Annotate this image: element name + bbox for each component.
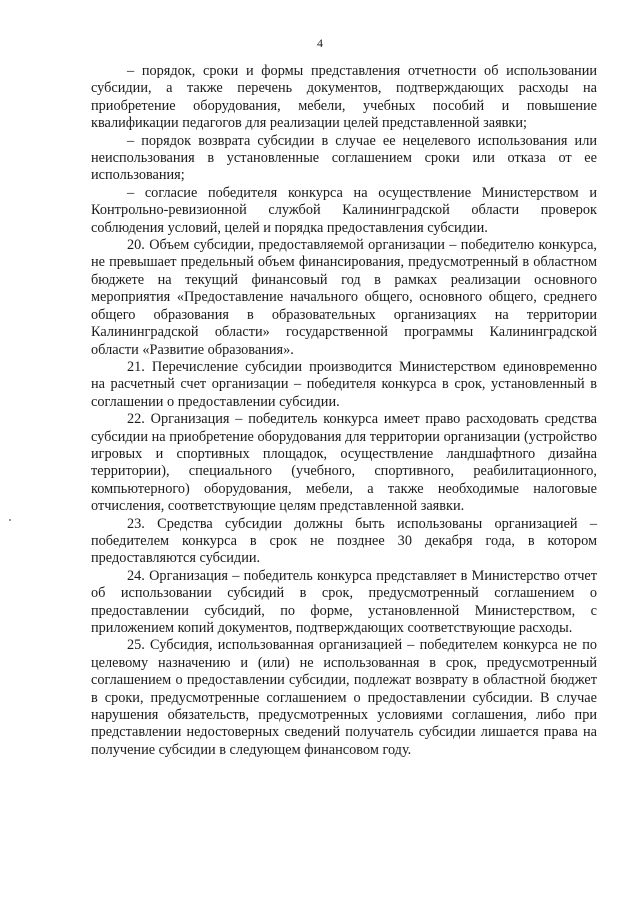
margin-dot bbox=[9, 519, 11, 521]
paragraph-reporting-procedure: – порядок, сроки и формы представления отчетности об использовании субсидии, а также перечень документов, подтверждающих расходы на приобретение оборудования, мебели, учебных пособий и повышение квалификации педагогов для реализации целей представленной заявки; bbox=[91, 63, 597, 132]
paragraph-clause-20: 20. Объем субсидии, предоставляемой организации – победителю конкурса, не превышает предельный объем финансирования, предусмотренный в областном бюджете на текущий финансовый год в рамках реализации основного мероприятия «Предоставление начального общего, основного общего, среднего общего образования в образовательных организациях на территории Калининградской области» государственной программы Калининградской области «Развитие образования». bbox=[91, 237, 597, 358]
paragraph-inspection-consent: – согласие победителя конкурса на осуществление Министерством и Контрольно-ревизионной службой Калининградской области проверок соблюдения условий, целей и порядка предоставления субсидии. bbox=[91, 184, 597, 236]
paragraph-clause-23: 23. Средства субсидии должны быть использованы организацией – победителем конкурса в срок не позднее 30 декабря года, в котором предоставляются субсидии. bbox=[91, 515, 597, 567]
paragraph-clause-24: 24. Организация – победитель конкурса представляет в Министерство отчет об использовании субсидий в срок, предусмотренный соглашением о предоставлении субсидий, по форме, установленной Министерством, с приложением копий документов, подтверждающих соответствующие расходы. bbox=[91, 567, 597, 636]
page-number: 4 bbox=[317, 36, 323, 50]
document-body bbox=[91, 63, 597, 759]
paragraph-clause-22: 22. Организация – победитель конкурса имеет право расходовать средства субсидии на приобретение оборудования для территории организации (устройство игровых и спортивных площадок, осуществление ландшафтного дизайна территории), специального (учебного, спортивного, реабилитационного, компьютерного) оборудования, мебели, а также необходимые налоговые отчисления, соответствующие целям представленной заявки. bbox=[91, 411, 597, 515]
paragraph-refund-procedure: – порядок возврата субсидии в случае ее нецелевого использования или неиспользования в установленные соглашением сроки или отказа от ее использования; bbox=[91, 132, 597, 184]
paragraph-clause-25: 25. Субсидия, использованная организацией – победителем конкурса не по целевому назначению и (или) не использованная в срок, предусмотренный соглашением о предоставлении субсидии, подлежат возврату в областной бюджет в сроки, предусмотренные соглашением о предоставлении субсидии. В случае нарушения обязательств, предусмотренных условиями соглашения, либо при представлении недостоверных сведений получатель субсидии лишается права на получение субсидии в следующем финансовом году. bbox=[91, 637, 597, 758]
paragraph-clause-21: 21. Перечисление субсидии производится Министерством единовременно на расчетный счет организации – победителя конкурса в срок, установленный в соглашении о предоставлении субсидии. bbox=[91, 358, 597, 410]
